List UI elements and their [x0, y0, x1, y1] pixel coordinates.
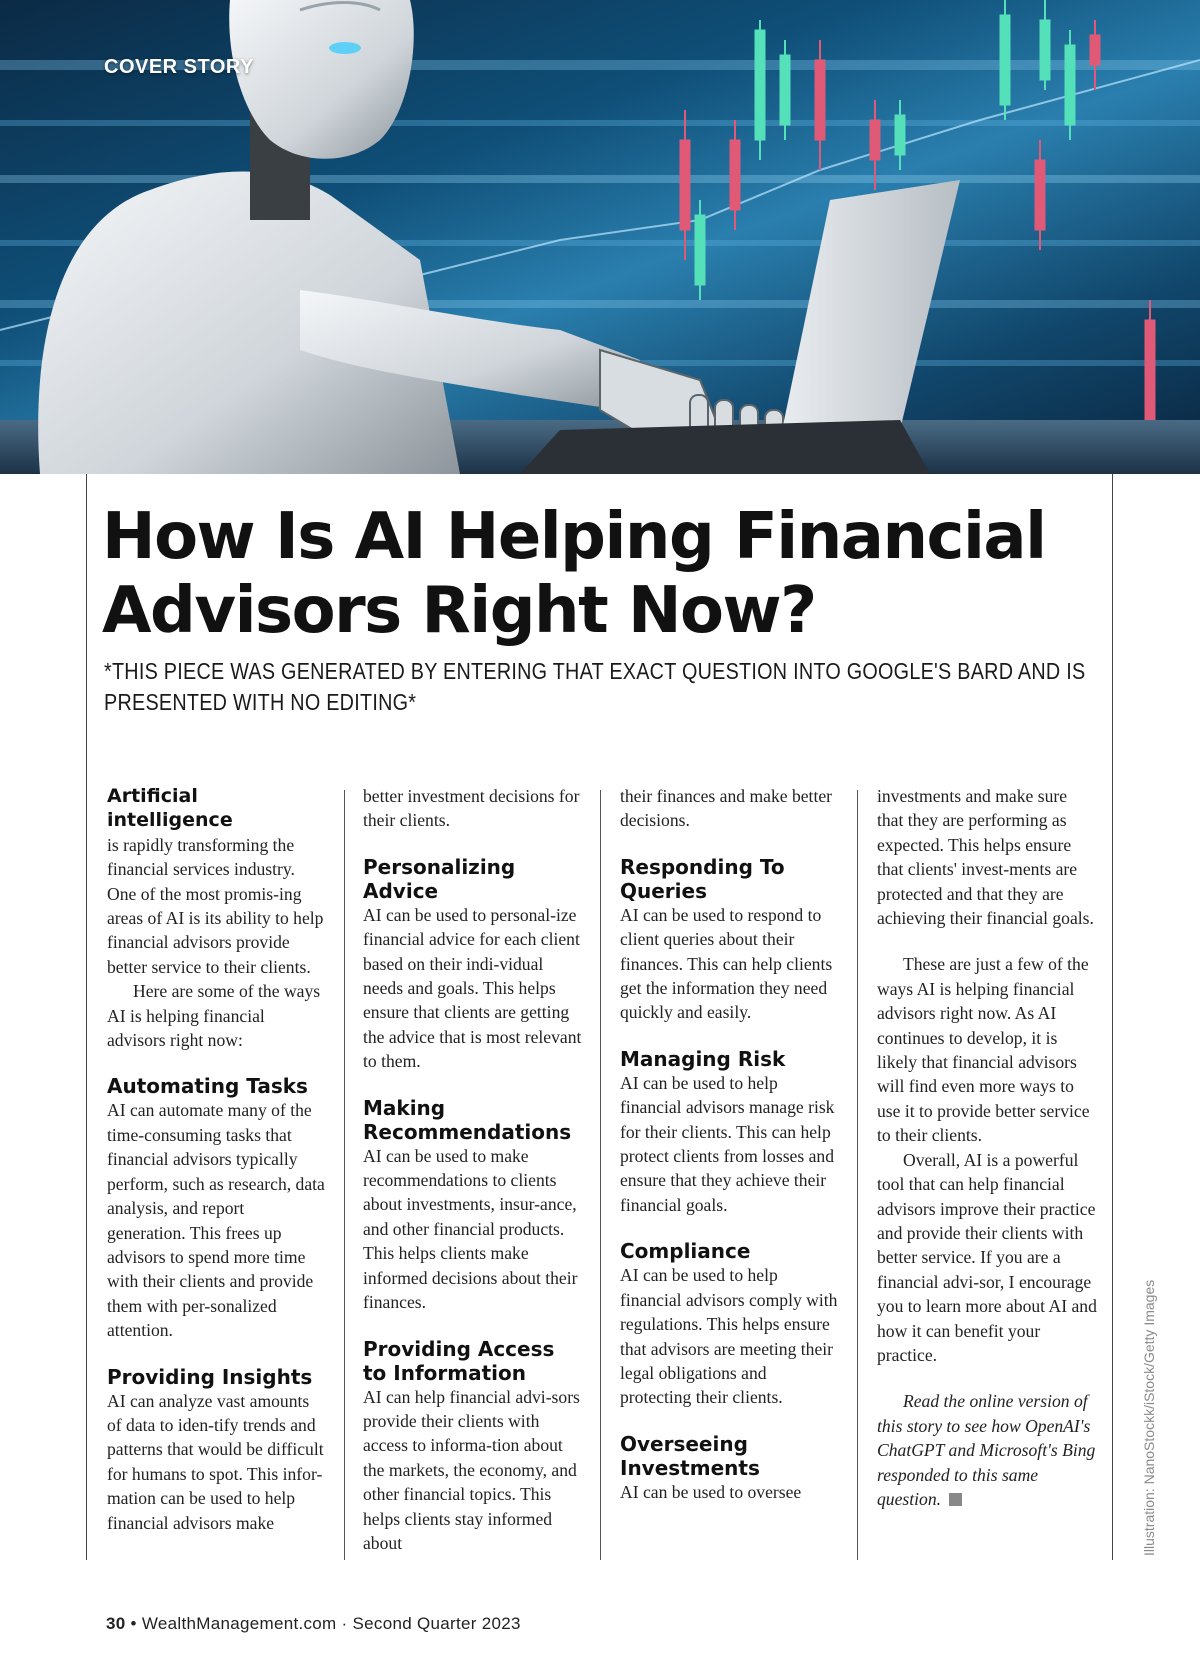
section-body-providing-insights: AI can analyze vast amounts of data to iden-tify trends and patterns that would be difficult for humans to spot. This infor-mation can be used to help financial advisors make — [107, 1390, 324, 1533]
section-heading-responding-to-queries: Responding To Queries — [620, 854, 785, 903]
laptop-screen — [780, 180, 960, 440]
section-heading-compliance: Compliance — [620, 1239, 751, 1264]
section-body-making-recommendations: AI can be used to make recommendations to clients about investments, insur-ance, and other financial products. This helps clients make informed decisions about their finances. — [363, 1145, 578, 1313]
continued-text: investments and make sure that they are performing as expected. This helps ensure that clients' invest-ments are protected and that they are achieving their financial goals. — [877, 786, 1094, 929]
section-body-personalizing-advice: AI can be used to personal-ize financial advice for each client based on their indi-vidual needs and goals. This helps ensure that clients are getting the advice that is most relevant to them. — [363, 904, 582, 1072]
column-rule — [600, 790, 601, 1560]
section-heading-providing-access: Providing Access to Information — [363, 1336, 555, 1385]
lead-in: Artificial intelligence — [107, 785, 233, 832]
column-rule — [857, 790, 858, 1560]
publication-info: WealthManagement.com · Second Quarter 2023 — [141, 1614, 521, 1633]
continued-text: better investment decisions for their clients. — [363, 786, 580, 831]
closing-paragraph-2: Overall, AI is a powerful tool that can help financial advisors improve their practice and provide their clients with better service. If you are a financial advi-sor, I encourage you to learn more about AI and how it can benefit your practice. — [877, 1149, 1097, 1365]
closing-paragraph-1: These are just a few of the ways AI is helping financial advisors right now. As AI continues to develop, it is likely that financial advisors will find even more ways to use it to provide better service to their clients. — [877, 954, 1090, 1146]
footer-separator: • — [130, 1614, 137, 1633]
frame-rule-left — [86, 474, 87, 1560]
section-body-automating-tasks: AI can automate many of the time-consuming tasks that financial advisors typically perform, such as research, data analysis, and report generation. This frees up advisors to spend more time with their clients and provide them with per-sonalized attention. — [107, 1100, 325, 1341]
online-version-note: Read the online version of this story to see how OpenAI's ChatGPT and Microsoft's Bing responded to this same question. — [877, 1391, 1096, 1509]
section-heading-providing-insights: Providing Insights — [107, 1364, 313, 1389]
section-body-compliance: AI can be used to help financial advisors comply with regulations. This helps ensure that advisors are meeting their legal obligations and protecting their clients. — [620, 1265, 838, 1408]
section-heading-personalizing-advice: Personalizing Advice — [363, 854, 516, 903]
hero-illustration — [0, 0, 1200, 474]
section-body-providing-access: AI can help financial advi-sors provide their clients with access to informa-tion about the markets, the economy, and other financial topics. This helps clients stay informed about — [363, 1386, 580, 1553]
article-subtitle: *THIS PIECE WAS GENERATED BY ENTERING THAT EXACT QUESTION INTO GOOGLE'S BARD AND IS PRESENTED WITH NO EDITING* — [104, 658, 1086, 715]
section-heading-overseeing-investments: Overseeing Investments — [620, 1431, 760, 1480]
section-heading-automating-tasks: Automating Tasks — [107, 1074, 308, 1099]
column-rule — [344, 790, 345, 1560]
frame-rule-right — [1112, 474, 1113, 1560]
article-title: How Is AI Helping Financial Advisors Right Now? — [102, 500, 1046, 648]
intro-paragraph: Artificial intelligence is rapidly transforming the financial services industry. One of the most promis-ing areas of AI is its ability to help financial advisors provide better service to their clients. — [107, 785, 324, 977]
article-column-3 — [620, 784, 840, 1504]
illustration-credit: Illustration: NanoStockk/iStock/Getty Images — [1141, 1279, 1157, 1556]
continued-text: their finances and make better decisions. — [620, 786, 833, 831]
article-column-1 — [107, 784, 327, 1535]
robot-eye — [329, 42, 361, 54]
section-heading-making-recommendations: Making Recommendations — [363, 1095, 572, 1144]
article-column-2 — [363, 784, 583, 1555]
section-heading-managing-risk: Managing Risk — [620, 1046, 786, 1071]
section-body-overseeing-investments: AI can be used to oversee — [620, 1481, 802, 1502]
section-body-managing-risk: AI can be used to help financial advisors manage risk for their clients. This can help protect clients from losses and ensure that they achieve their financial goals. — [620, 1072, 835, 1215]
article-column-4 — [877, 784, 1097, 1511]
section-label: COVER STORY — [104, 56, 254, 78]
end-of-story-mark-icon — [949, 1493, 962, 1506]
section-body-responding-to-queries: AI can be used to respond to client queries about their finances. This can help clients get the information they need quickly and easily. — [620, 904, 833, 1023]
intro-paragraph-2: Here are some of the ways AI is helping financial advisors right now: — [107, 981, 321, 1051]
page-number: 30 — [106, 1614, 126, 1633]
page-footer — [106, 1614, 521, 1634]
